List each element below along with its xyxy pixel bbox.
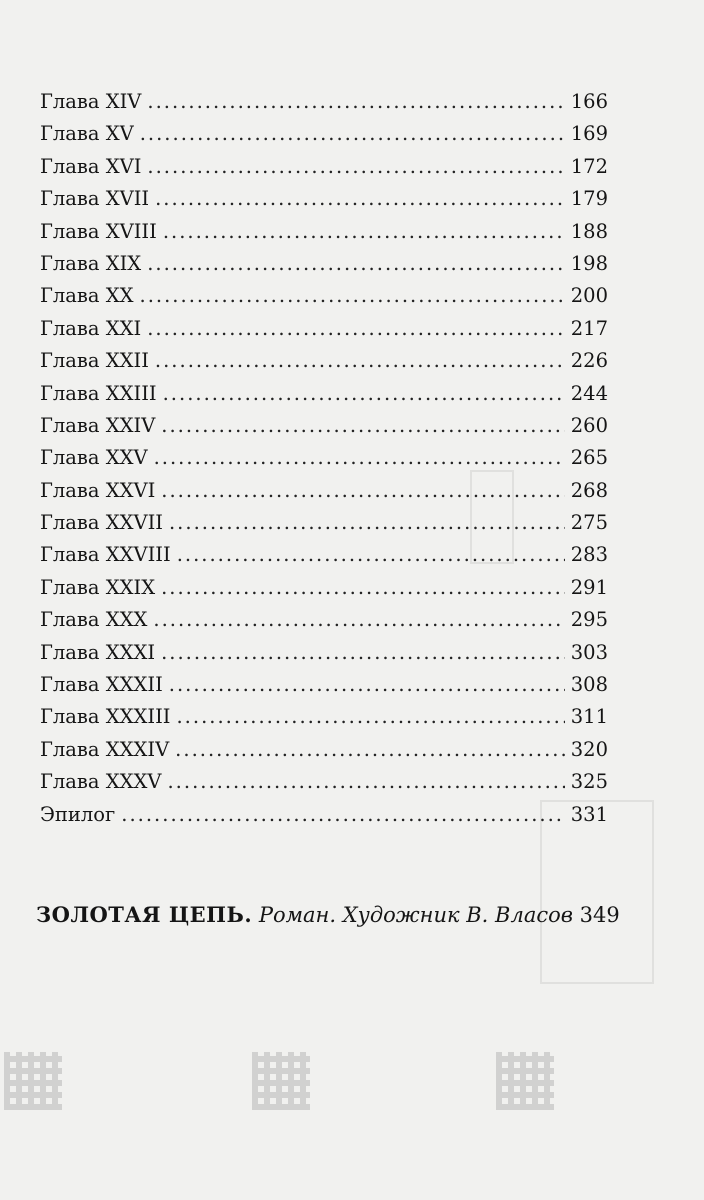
toc-entry-page: 244 [570, 381, 608, 405]
toc-entry-page: 331 [570, 802, 608, 826]
toc-entry-label: Глава XIX [40, 251, 142, 275]
toc-entry-page: 166 [570, 90, 608, 113]
toc-entry [40, 345, 608, 377]
dot-leader [140, 118, 565, 150]
toc-entry-page: 268 [570, 478, 608, 502]
toc-entry-label: Глава XXX [40, 608, 148, 632]
dot-leader [163, 216, 565, 248]
toc-entry [40, 378, 608, 410]
toc-entry [40, 669, 608, 701]
dot-leader [161, 637, 565, 669]
toc-entry-page: 325 [570, 770, 608, 794]
dot-leader [177, 539, 565, 571]
dot-leader [147, 151, 564, 183]
toc-entry-page: 311 [570, 705, 608, 729]
toc-entry [40, 475, 608, 507]
dot-leader [121, 799, 565, 831]
toc-entry [40, 701, 608, 733]
toc-entry-page: 283 [570, 543, 608, 567]
toc-entry-label: Глава XVI [40, 154, 142, 178]
toc-entry-page: 291 [570, 575, 608, 599]
dot-leader [155, 183, 565, 215]
toc-entry-page: 179 [570, 187, 608, 211]
dot-leader [140, 280, 565, 312]
dot-leader [161, 475, 564, 507]
toc-entry-label: Глава XXXIV [40, 737, 170, 761]
toc-entry-page: 260 [570, 413, 608, 437]
toc-entry-page: 198 [570, 251, 608, 275]
toc-entry-label: Глава XXXI [40, 640, 156, 664]
show-through-qr-code [252, 1052, 310, 1110]
toc-entry-label: Глава XXV [40, 446, 148, 470]
toc-entry-page: 217 [570, 316, 608, 340]
show-through-qr-code [4, 1052, 62, 1110]
dot-leader [153, 604, 564, 636]
toc-entry [40, 118, 608, 150]
toc-entry [40, 637, 608, 669]
toc-entry [40, 313, 608, 345]
work-title: ЗОЛОТАЯ ЦЕПЬ. [36, 902, 253, 927]
toc-entry-page: 303 [570, 640, 608, 664]
toc-entry [40, 183, 608, 215]
toc-entry [40, 151, 608, 183]
toc-entry [40, 86, 608, 118]
toc-entry-page: 308 [570, 673, 608, 697]
toc-entry-page: 320 [570, 737, 608, 761]
toc-entry-label: Глава XIV [40, 90, 142, 113]
toc-entry-label: Глава XX [40, 284, 134, 308]
dot-leader [161, 572, 565, 604]
show-through-qr-code [496, 1052, 554, 1110]
dot-leader [147, 248, 565, 280]
dot-leader [169, 669, 565, 701]
toc-entry-label: Глава XVII [40, 187, 150, 211]
dot-leader [169, 507, 565, 539]
toc-entry-page: 275 [570, 511, 608, 535]
dot-leader [176, 701, 564, 733]
toc-entry [40, 604, 608, 636]
toc-entry-label: Глава XXIII [40, 381, 157, 405]
dot-leader [161, 410, 564, 442]
toc-entry-label: Глава XXVII [40, 511, 163, 535]
toc-entry-page: 226 [570, 349, 608, 373]
toc-entry [40, 442, 608, 474]
dot-leader [167, 766, 564, 798]
work-description: Роман. Художник В. Власов [258, 903, 573, 927]
toc-entry [40, 248, 608, 280]
toc-entry [40, 766, 608, 798]
toc-entry-label: Глава XXIX [40, 575, 156, 599]
toc-entry-page: 188 [570, 219, 608, 243]
toc-entry [40, 799, 608, 831]
toc-entry-label: Глава XVIII [40, 219, 157, 243]
table-of-contents [40, 86, 608, 831]
toc-entry-page: 172 [570, 154, 608, 178]
toc-entry [40, 280, 608, 312]
toc-entry-label: Глава XXIV [40, 413, 156, 437]
dot-leader [147, 86, 564, 118]
toc-entry-page: 295 [570, 608, 608, 632]
toc-entry [40, 507, 608, 539]
toc-entry-page: 200 [570, 284, 608, 308]
toc-entry-label: Глава XXXV [40, 770, 162, 794]
dot-leader [154, 442, 565, 474]
toc-entry-label: Глава XXVIII [40, 543, 171, 567]
toc-entry-label: Глава XXII [40, 349, 149, 373]
dot-leader [175, 734, 565, 766]
toc-entry [40, 572, 608, 604]
toc-entry [40, 734, 608, 766]
toc-entry-label: Глава XXXII [40, 673, 163, 697]
toc-entry-label: Эпилог [40, 802, 116, 826]
toc-entry-label: Глава XXVI [40, 478, 156, 502]
dot-leader [155, 345, 565, 377]
toc-entry [40, 216, 608, 248]
dot-leader [163, 378, 565, 410]
toc-entry-label: Глава XV [40, 122, 134, 146]
toc-entry-label: Глава XXXIII [40, 705, 171, 729]
toc-entry-page: 265 [570, 446, 608, 470]
toc-entry [40, 410, 608, 442]
work-entry [36, 902, 676, 927]
toc-entry [40, 539, 608, 571]
dot-leader [147, 313, 565, 345]
toc-entry-label: Глава XXI [40, 316, 142, 340]
toc-entry-page: 169 [570, 122, 608, 146]
work-page-number: 349 [579, 903, 620, 927]
